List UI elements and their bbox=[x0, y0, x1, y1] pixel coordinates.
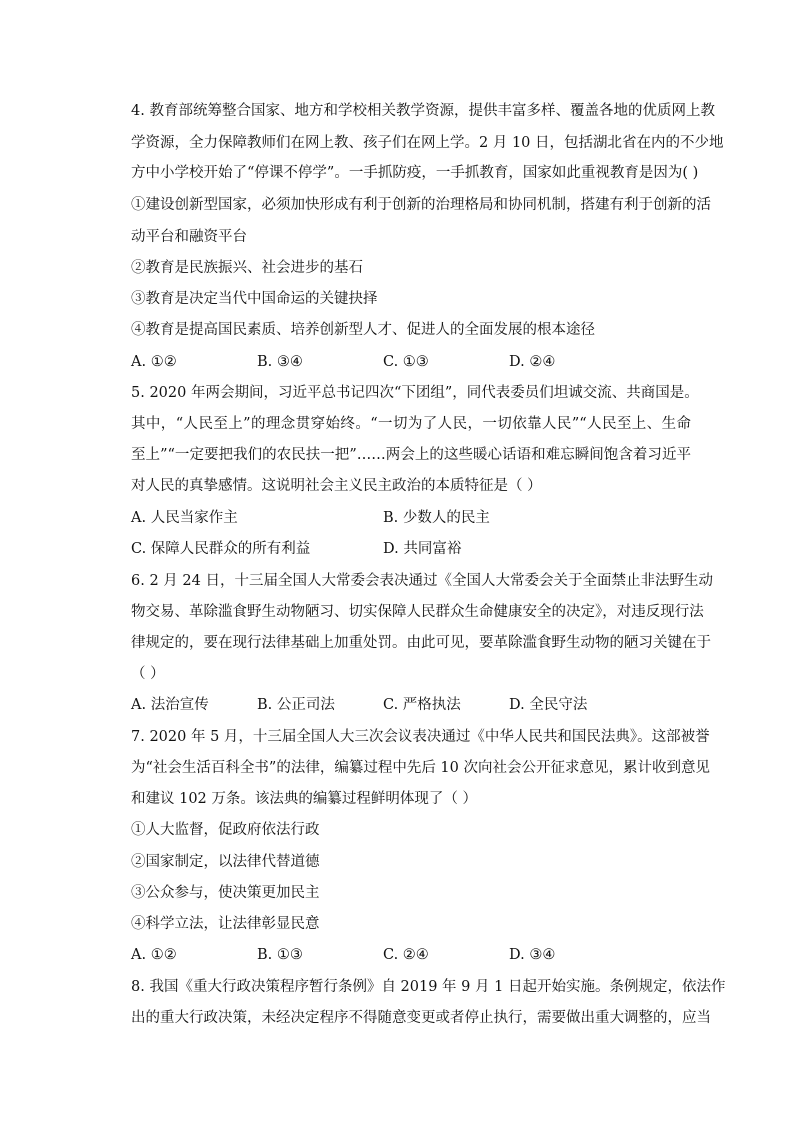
q7-statement-1: ①人大监督，促政府依法行政 bbox=[131, 822, 320, 838]
q8-stem-line-1: 8. 我国《重大行政决策程序暂行条例》自 2019 年 9 月 1 日起开始实施。条例规定，依法作 bbox=[131, 979, 726, 995]
q7-stem-line-2: 为“社会生活百科全书”的法律，编纂过程中先后 10 次向社会公开征求意见，累计收到意见 bbox=[131, 760, 710, 776]
q6-stem-line-1: 6. 2 月 24 日，十三届全国人大常委会表决通过《全国人大常委会关于全面禁止非法野生动 bbox=[131, 573, 713, 589]
q4-stem-line-1: 4. 教育部统筹整合国家、地方和学校相关教学资源，提供丰富多样、覆盖各地的优质网上教 bbox=[131, 103, 715, 119]
q7-statement-2: ②国家制定，以法律代替道德 bbox=[131, 854, 320, 870]
q5-stem-line-1: 5. 2020 年两会期间，习近平总书记四次“下团组”，同代表委员们坦诚交流、共商国是。 bbox=[131, 385, 699, 401]
q7-stem-line-1: 7. 2020 年 5 月，十三届全国人大三次会议表决通过《中华人民共和国民法典》。这部被誉 bbox=[131, 729, 710, 745]
q7-option-b: B. ①③ bbox=[257, 947, 303, 963]
q4-option-b: B. ③④ bbox=[257, 354, 303, 370]
q5-option-d: D. 共同富裕 bbox=[383, 541, 462, 557]
q7-option-d: D. ③④ bbox=[509, 947, 556, 963]
q6-option-c: C. 严格执法 bbox=[383, 697, 461, 713]
q7-statement-3: ③公众参与，使决策更加民主 bbox=[131, 885, 320, 901]
q5-option-b: B. 少数人的民主 bbox=[383, 510, 490, 526]
q7-option-a: A. ①② bbox=[131, 947, 177, 963]
q5-option-a: A. 人民当家作主 bbox=[131, 510, 238, 526]
q4-stem-line-2: 学资源，全力保障教师们在网上教、孩子们在网上学。2 月 10 日，包括湖北省在内的不少地 bbox=[131, 135, 724, 151]
q6-option-d: D. 全民守法 bbox=[509, 697, 588, 713]
q6-stem-line-4: （ ） bbox=[131, 666, 165, 682]
q4-statement-4: ④教育是提高国民素质、培养创新型人才、促进人的全面发展的根本途径 bbox=[131, 322, 595, 338]
q6-stem-line-3: 律规定的，要在现行法律基础上加重处罚。由此可见，要革除滥食野生动物的陋习关键在于 bbox=[131, 635, 711, 651]
q4-statement-3: ③教育是决定当代中国命运的关键抉择 bbox=[131, 291, 378, 307]
q5-option-c: C. 保障人民群众的所有利益 bbox=[131, 541, 311, 557]
q8-stem-line-2: 出的重大行政决策，未经决定程序不得随意变更或者停止执行，需要做出重大调整的，应当 bbox=[131, 1010, 711, 1026]
q6-stem-line-2: 物交易、革除滥食野生动物陋习、切实保障人民群众生命健康安全的决定》，对违反现行法 bbox=[131, 604, 704, 620]
q4-statement-1-cont: 动平台和融资平台 bbox=[131, 229, 247, 245]
q7-stem-line-3: 和建议 102 万条。该法典的编纂过程鲜明体现了（ ） bbox=[131, 791, 478, 807]
q4-statement-2: ②教育是民族振兴、社会进步的基石 bbox=[131, 260, 363, 276]
q5-stem-line-2: 其中，“人民至上”的理念贯穿始终。“一切为了人民，一切依靠人民”“人民至上、生命 bbox=[131, 416, 691, 432]
q4-option-c: C. ①③ bbox=[383, 354, 429, 370]
q5-stem-line-4: 对人民的真挚感情。这说明社会主义民主政治的本质特征是（ ） bbox=[131, 478, 542, 494]
q5-stem-line-3: 至上”“一定要把我们的农民扶一把”……两会上的这些暖心话语和难忘瞬间饱含着习近平 bbox=[131, 447, 691, 463]
q4-option-a: A. ①② bbox=[131, 354, 177, 370]
q4-option-d: D. ②④ bbox=[509, 354, 556, 370]
q7-option-c: C. ②④ bbox=[383, 947, 429, 963]
q6-option-b: B. 公正司法 bbox=[257, 697, 335, 713]
q7-statement-4: ④科学立法，让法律彰显民意 bbox=[131, 916, 320, 932]
q6-option-a: A. 法治宣传 bbox=[131, 697, 209, 713]
q4-stem-line-3: 方中小学校开始了“停课不停学”。一手抓防疫，一手抓教育，国家如此重视教育是因为( ) bbox=[131, 165, 699, 181]
q4-statement-1: ①建设创新型国家，必须加快形成有利于创新的治理格局和协同机制，搭建有利于创新的活 bbox=[131, 197, 711, 213]
